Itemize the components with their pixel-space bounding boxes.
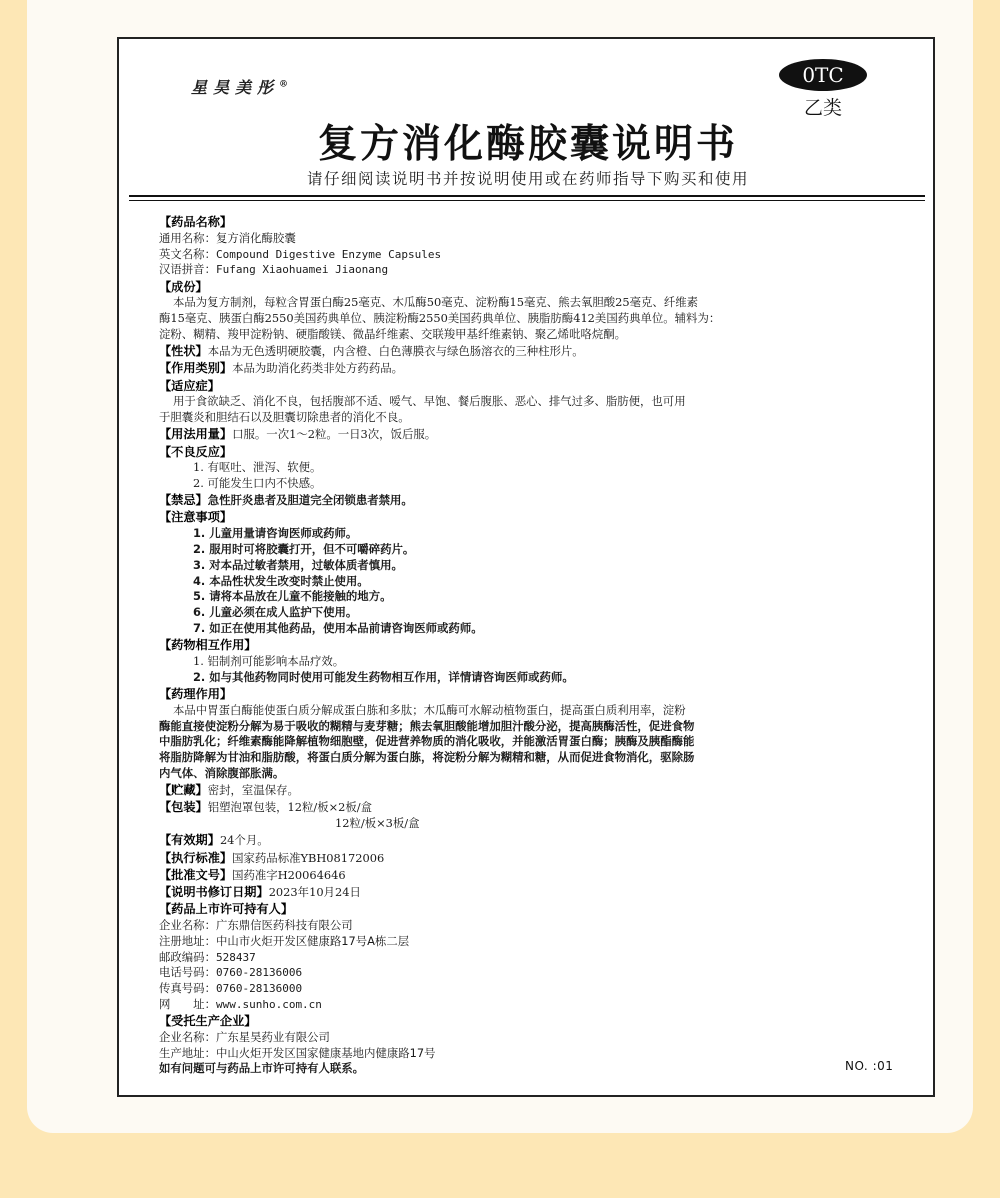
list-item: 2. 可能发生口内不快感。 [193,476,322,491]
leaflet-sheet [117,37,935,1097]
section-heading: 【受托生产企业】 [159,1014,257,1029]
section-revision-date: 【说明书修订日期】2023年10月24日 [159,884,361,899]
list-item: 4. 本品性状发生改变时禁止使用。 [193,573,369,588]
pinyin-name-row: 汉语拼音：Fufang Xiaohuamei Jiaonang [159,262,389,277]
section-standard: 【执行标准】国家药品标准YBH08172006 [159,850,385,865]
section-heading: 【药物相互作用】 [159,638,257,653]
composition-line: 酶15毫克、胰蛋白酶2550美国药典单位、胰淀粉酶2550美国药典单位、胰脂肪酶412美国药典单位。辅料为： [159,311,721,326]
section-indications [159,379,899,426]
manufacturer-company-row: 企业名称：广东星昊药业有限公司 [159,1029,330,1044]
composition-line: 淀粉、糊精、羧甲淀粉钠、硬脂酸镁、微晶纤维素、交联羧甲基纤维素钠、聚乙烯吡咯烷酮。 [159,326,627,341]
section-heading: 【不良反应】 [159,444,233,459]
holder-website-row: 网 址：www.sunho.com.cn [159,996,322,1011]
otc-badge: 0TC [779,59,867,91]
section-adverse-reactions [159,445,899,492]
list-item: 6. 儿童必须在成人监护下使用。 [193,605,358,620]
holder-address-row: 注册地址：中山市火炬开发区健康路17号A栋二层 [159,933,410,948]
section-precautions [159,510,899,636]
page-subtitle: 请仔细阅读说明书并按说明使用或在药师指导下购买和使用 [306,170,749,188]
list-item: 7. 如正在使用其他药品，使用本品前请咨询医师或药师。 [193,621,483,636]
section-drug-name [159,215,899,278]
package-line: 12粒/板×3板/盒 [335,816,420,831]
section-heading: 【成份】 [159,279,208,294]
website-link: www.sunho.com.cn [215,997,322,1011]
section-heading: 【药理作用】 [159,687,233,702]
section-approval: 【批准文号】国药准字H20064646 [159,867,346,882]
contact-note: 如有问题可与药品上市许可持有人联系。 [159,1061,365,1076]
section-heading: 【药品上市许可持有人】 [159,902,294,917]
page-title: 复方消化酶胶囊说明书 [317,122,738,167]
holder-fax-row: 传真号码：0760-28136000 [159,981,303,996]
section-package: 【包装】铝塑泡罩包装，12粒/板×2板/盒 12粒/板×3板/盒 [159,800,899,832]
section-category: 【作用类别】本品为助消化药类非处方药药品。 [159,361,403,376]
section-character: 【性状】本品为无色透明硬胶囊，内含橙、白色薄膜衣与绿色肠溶衣的三种柱形片。 [159,344,584,359]
document-number: NO. :01 [845,1059,894,1073]
section-interactions [159,638,899,685]
section-heading: 【注意事项】 [159,510,233,525]
section-pharmacology [159,687,899,782]
section-contraindications: 【禁忌】急性肝炎患者及胆道完全闭锁患者禁用。 [159,493,413,508]
package-line: 铝塑泡罩包装，12粒/板×2板/盒 [207,800,373,815]
section-heading: 【适应症】 [159,378,220,393]
pharmacology-line: 将脂肪降解为甘油和脂肪酸，将蛋白质分解为蛋白胨，将淀粉分解为糊精和糖，从而促进食物消化，驱除肠 [159,750,695,765]
list-item: 1. 铝制剂可能影响本品疗效。 [193,654,345,669]
holder-phone-row: 电话号码：0760-28136006 [159,965,303,980]
page-card [27,0,973,1133]
section-dosage: 【用法用量】口服。一次1～2粒。一日3次，饭后服。 [159,427,437,442]
section-validity: 【有效期】24个月。 [159,833,269,848]
list-item: 2. 服用时可将胶囊打开，但不可嚼碎药片。 [193,542,415,557]
indication-line: 用于食欲缺乏、消化不良，包括腹部不适、嗳气、早饱、餐后腹胀、恶心、排气过多、脂肪便，也可用 [173,394,686,409]
english-name-row: 英文名称：Compound Digestive Enzyme Capsules [159,246,442,261]
list-item: 1. 儿童用量请咨询医师或药师。 [193,526,358,541]
leaflet-body [159,215,899,1077]
section-heading: 【药品名称】 [159,215,233,229]
pharmacology-line: 酶能直接使淀粉分解为易于吸收的糊精与麦芽糖；熊去氧胆酸能增加胆汁酸分泌，提高胰酶活性，促进食物 [159,718,695,733]
pharmacology-line: 中脂肪乳化；纤维素酶能降解植物细胞壁，促进营养物质的消化吸收，并能激活胃蛋白酶；胰酶及胰酯酶能 [159,734,695,749]
pharmacology-line: 本品中胃蛋白酶能使蛋白质分解成蛋白胨和多肽；木瓜酶可水解动植物蛋白，提高蛋白质利用率，淀粉 [173,702,686,717]
holder-postcode-row: 邮政编码：528437 [159,949,256,964]
section-storage: 【贮藏】密封，室温保存。 [159,783,299,798]
registered-mark: ® [279,79,289,90]
list-item: 3. 对本品过敏者禁用，过敏体质者慎用。 [193,557,403,572]
pharmacology-line: 内气体、消除腹部胀满。 [159,766,285,780]
brand-logo [191,75,288,98]
brand-name: 星昊美彤 [191,78,280,97]
manufacturer-address-row: 生产地址：中山火炬开发区国家健康基地内健康路17号 [159,1045,436,1060]
section-composition [159,280,899,343]
indication-line: 于胆囊炎和胆结石以及胆囊切除患者的消化不良。 [159,410,410,425]
divider-thick [129,195,925,197]
composition-line: 本品为复方制剂，每粒含胃蛋白酶25毫克、木瓜酶50毫克、淀粉酶15毫克、熊去氧胆酸25毫克、纤维素 [173,295,698,310]
section-license-holder [159,902,899,1013]
list-item: 1. 有呕吐、泄泻、软便。 [193,460,322,475]
list-item: 2. 如与其他药物同时使用可能发生药物相互作用，详情请咨询医师或药师。 [193,669,574,684]
list-item: 5. 请将本品放在儿童不能接触的地方。 [193,589,392,604]
divider-thin [129,200,925,201]
holder-company-row: 企业名称：广东鼎信医药科技有限公司 [159,917,353,932]
section-manufacturer [159,1014,899,1077]
generic-name-row: 通用名称：复方消化酶胶囊 [159,230,296,245]
otc-class-label: 乙类 [803,97,842,119]
